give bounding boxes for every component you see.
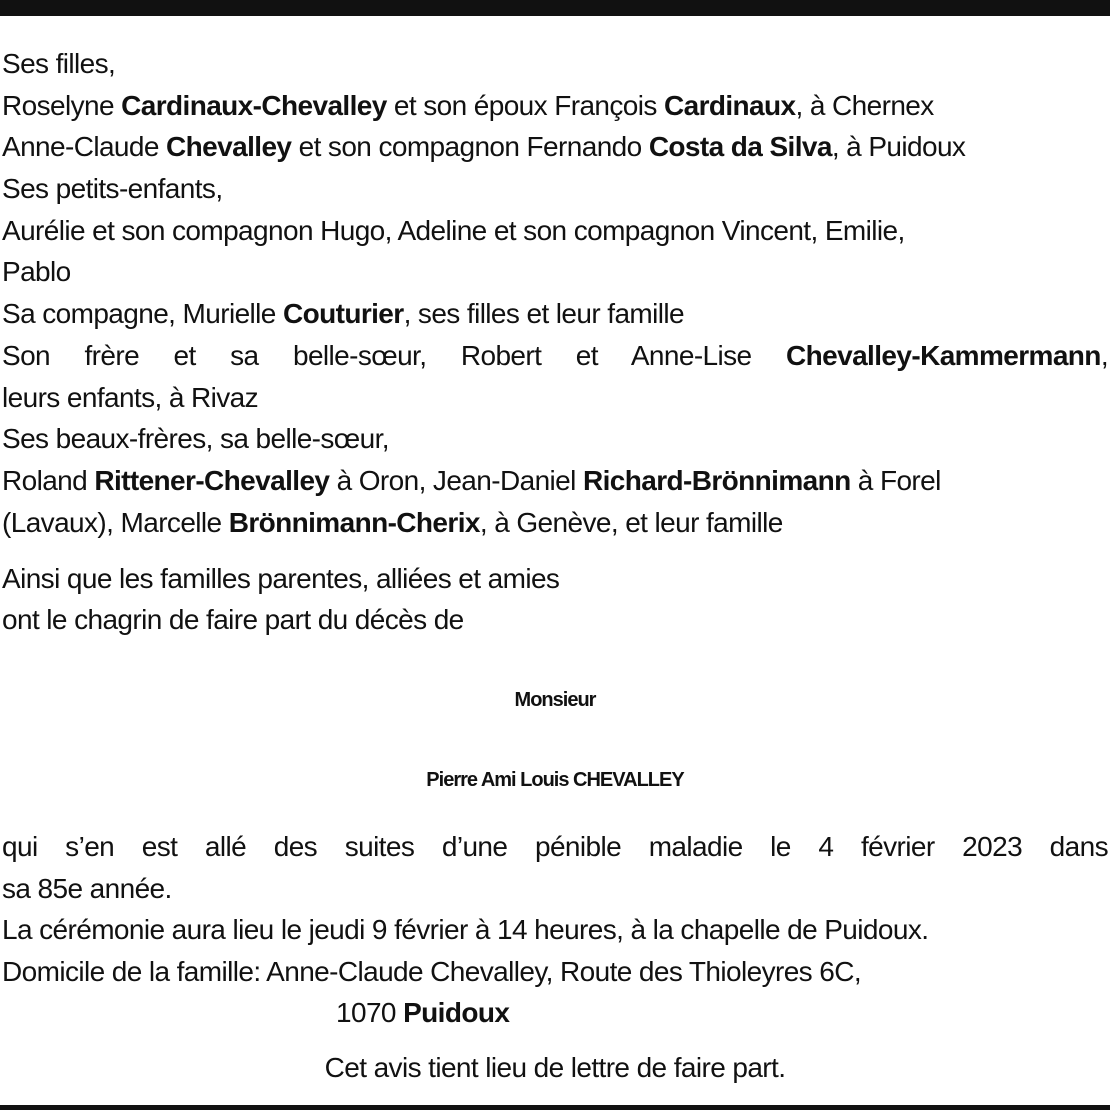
daughter-2-place: , à Puidoux xyxy=(831,131,966,163)
inlaw-1-first: Roland xyxy=(2,464,88,496)
address-line xyxy=(2,992,1108,1034)
daughter-2-middle: et son compagnon Fernando xyxy=(298,131,642,163)
grandchildren-line-2: Pablo xyxy=(2,256,71,288)
footer-note: Cet avis tient lieu de lettre de faire part. xyxy=(324,1052,786,1083)
brother-suffix: , xyxy=(1100,339,1108,371)
daughters-heading: Ses filles, xyxy=(2,48,116,79)
inlaw-3-surname: Brönnimann-Cherix xyxy=(228,506,480,538)
daughter-1-middle: et son époux François xyxy=(393,89,657,121)
companion-surname: Couturier xyxy=(282,298,404,330)
daughter-1-spouse-surname: Cardinaux xyxy=(663,89,796,121)
announcement xyxy=(2,558,1108,640)
brother-line-2: leurs enfants, à Rivaz xyxy=(2,381,259,413)
inlaw-2-surname: Richard-Brönnimann xyxy=(582,464,851,496)
companion-line xyxy=(2,293,1108,335)
daughter-1-line xyxy=(2,85,1108,127)
companion-prefix: Sa compagne, Murielle xyxy=(2,298,276,330)
deceased-name: Pierre Ami Louis CHEVALLEY xyxy=(426,769,684,791)
daughter-2-first: Anne-Claude xyxy=(2,131,159,163)
ceremony-line: La cérémonie aura lieu le jeudi 9 février à 14 heures, à la chapelle de Puidoux. xyxy=(2,914,929,945)
inlaws-line-2 xyxy=(2,502,1108,544)
death-line-2: sa 85e année. xyxy=(2,872,172,904)
death-line-1: qui s’en est allé des suites d’une pénible maladie le 4 février 2023 dans xyxy=(2,831,1108,862)
top-rule xyxy=(0,0,1110,16)
daughter-2-companion-surname: Costa da Silva xyxy=(648,131,832,163)
grandchildren-heading: Ses petits-enfants, xyxy=(2,173,223,205)
deceased-title: Monsieur xyxy=(514,689,596,711)
announce-line-1: Ainsi que les familles parentes, alliées et amies xyxy=(2,563,560,594)
brother-surname: Chevalley-Kammermann xyxy=(786,339,1101,371)
grandchildren-line-1: Aurélie et son compagnon Hugo, Adeline et son compagnon Vincent, Emilie, xyxy=(2,214,905,246)
inlaw-2-first: à Oron, Jean-Daniel xyxy=(336,464,576,496)
inlaw-3-place: , à Genève, et leur famille xyxy=(479,506,783,538)
inlaw-1-surname: Rittener-Chevalley xyxy=(94,464,330,496)
daughter-2-line xyxy=(2,126,1108,168)
city: Puidoux xyxy=(403,997,510,1028)
brother-prefix: Son frère et sa belle-sœur, Robert et Anne-Lise xyxy=(2,339,752,371)
family-list xyxy=(2,43,1108,543)
details xyxy=(2,826,1108,1034)
daughter-2-surname: Chevalley xyxy=(166,131,292,163)
daughter-1-first: Roselyne xyxy=(2,89,114,121)
companion-suffix: , ses filles et leur famille xyxy=(403,298,684,330)
daughter-1-place: , à Chernex xyxy=(795,89,934,121)
inlaws-line-1 xyxy=(2,460,1108,502)
inlaw-2-place: à Forel xyxy=(857,464,941,496)
postcode: 1070 xyxy=(336,997,396,1028)
daughter-1-surname: Cardinaux-Chevalley xyxy=(121,89,387,121)
announce-line-2: ont le chagrin de faire part du décès de xyxy=(2,604,464,635)
brother-line-1 xyxy=(2,335,1108,377)
inlaws-heading: Ses beaux-frères, sa belle-sœur, xyxy=(2,423,389,455)
bottom-rule xyxy=(0,1105,1110,1110)
domicile-line: Domicile de la famille: Anne-Claude Chevalley, Route des Thioleyres 6C, xyxy=(2,955,862,987)
inlaw-3-first: (Lavaux), Marcelle xyxy=(2,506,222,538)
